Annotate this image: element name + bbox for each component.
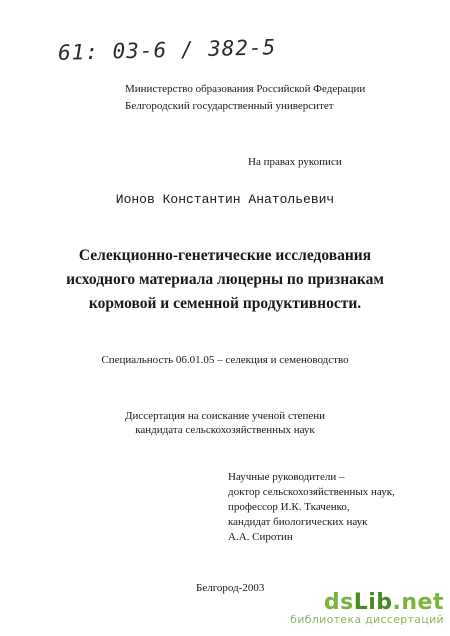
specialty: Специальность 06.01.05 – селекция и семеноводство: [101, 354, 349, 366]
watermark-subtitle: библиотека диссертаций: [290, 613, 444, 626]
rights-note: На правах рукописи: [248, 156, 342, 168]
supervisors-line: А.А. Сиротин: [228, 531, 293, 543]
supervisors-line: профессор И.К. Ткаченко,: [228, 501, 350, 513]
supervisors-line: кандидат биологических наук: [228, 516, 368, 528]
ministry-name: Министерство образования Российской Федерации: [125, 83, 366, 95]
city-year: Белгород-2003: [196, 582, 265, 594]
title-line: Селекционно-генетические исследования: [78, 247, 372, 264]
supervisors-block: [228, 470, 395, 545]
supervisors-line: Научные руководители –: [228, 471, 345, 483]
author-name: Ионов Константин Анатольевич: [115, 192, 335, 207]
handwritten-catalog-code: 61: 03-6 / 382-5: [57, 35, 277, 65]
title-line: исходного материала люцерны по признакам: [66, 271, 384, 288]
title-line: кормовой и семенной продуктивности.: [88, 295, 362, 312]
dissertation-degree-line: кандидата сельскохозяйственных наук: [135, 424, 315, 436]
supervisors-line: доктор сельскохозяйственных наук,: [228, 486, 395, 498]
dslib-watermark: [290, 590, 444, 626]
dissertation-degree-line: Диссертация на соискание ученой степени: [124, 410, 326, 422]
dissertation-title: [0, 244, 450, 316]
dslib-logo: dsLib.net: [323, 590, 444, 615]
university-name: Белгородский государственный университет: [125, 100, 334, 112]
